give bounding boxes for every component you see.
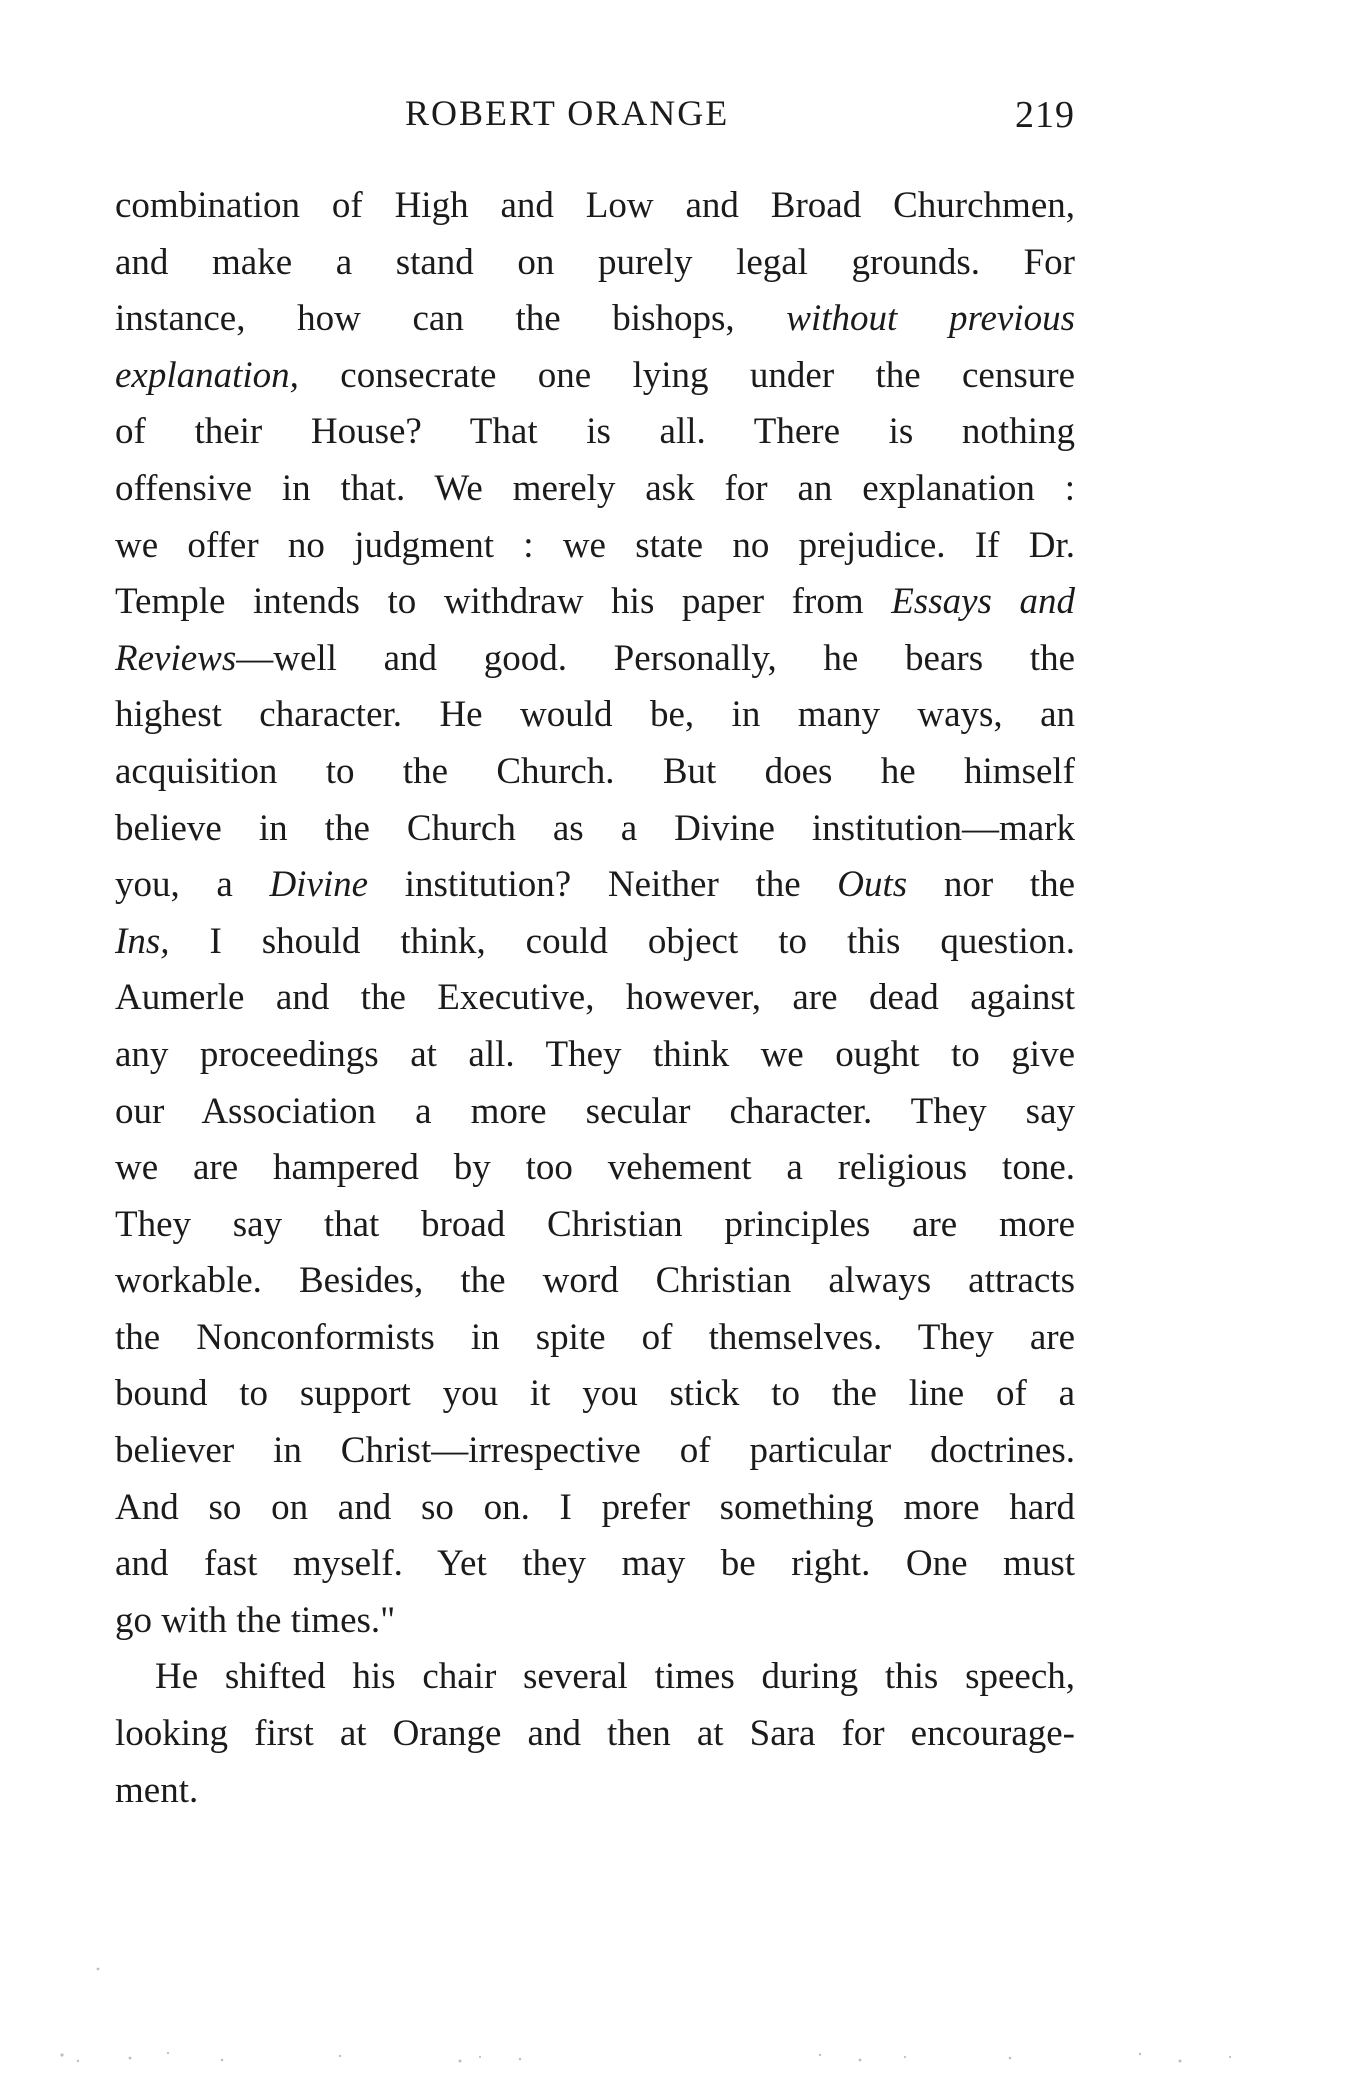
text-line: the Nonconformists in spite of themselves. They are [115, 1316, 1075, 1358]
text-line: They say that broad Christian principles are more [115, 1203, 1075, 1245]
text-line: offensive in that. We merely ask for an explanation : [115, 467, 1075, 509]
italic-word: Ins, [115, 920, 170, 962]
text-line: Aumerle and the Executive, however, are dead against [115, 977, 1075, 1019]
text-line: And so on and so on. I prefer something more hard [115, 1486, 1075, 1528]
text-line [115, 574, 1075, 631]
text-span: instance, how can the bishops, [115, 298, 735, 340]
running-title: ROBERT ORANGE [405, 93, 730, 133]
text-line: looking first at Orange and then at Sara for encourage- [115, 1713, 1075, 1755]
text-line: any proceedings at all. They think we ought to give [115, 1033, 1075, 1075]
italic-phrase: without previous [786, 298, 1075, 340]
text-line: our Association a more secular character. They say [115, 1090, 1075, 1132]
paragraph-1 [115, 178, 1075, 1649]
italic-phrase: explanation, [115, 354, 299, 396]
page-number: 219 [1015, 94, 1075, 136]
text-span: nor the [943, 864, 1075, 906]
text-line: we are hampered by too vehement a religious tone. [115, 1147, 1075, 1189]
text-line: bound to support you it you stick to the line of a [115, 1373, 1075, 1415]
body-text [115, 178, 1075, 1819]
text-line: go with the times." [115, 1599, 396, 1641]
text-line: He shifted his chair several times during this speech, [155, 1656, 1075, 1698]
text-line: and make a stand on purely legal grounds. For [115, 241, 1075, 283]
text-span: institution? Neither the [404, 864, 801, 906]
italic-title: Essays and [891, 581, 1076, 623]
text-span: I should think, could object to this question. [209, 920, 1075, 962]
text-line [115, 857, 1075, 914]
text-line [115, 914, 1075, 971]
text-line: workable. Besides, the word Christian always attracts [115, 1260, 1075, 1302]
text-line: ment. [115, 1769, 199, 1811]
paragraph-2 [115, 1649, 1075, 1819]
text-line: of their House? That is all. There is nothing [115, 411, 1075, 453]
italic-title: Reviews [115, 637, 237, 679]
text-line: acquisition to the Church. But does he himself [115, 750, 1075, 792]
text-span: consecrate one lying under the censure [340, 354, 1076, 396]
text-line: highest character. He would be, in many ways, an [115, 694, 1075, 736]
text-span: Temple intends to withdraw his paper from [115, 581, 864, 623]
text-line [115, 631, 1075, 688]
text-line: believer in Christ—irrespective of particular doctrines. [115, 1430, 1075, 1472]
text-line: and fast myself. Yet they may be right. One must [115, 1543, 1075, 1585]
italic-word: Divine [269, 864, 369, 906]
text-span: —well and good. Personally, he bears the [236, 637, 1075, 679]
text-line [115, 291, 1075, 348]
text-line: combination of High and Low and Broad Churchmen, [115, 185, 1075, 226]
text-line: believe in the Church as a Divine institution—mark [115, 807, 1075, 849]
text-span: you, a [115, 864, 233, 906]
text-line: we offer no judgment : we state no prejudice. If Dr. [115, 524, 1075, 566]
italic-word: Outs [837, 864, 908, 906]
paper-specks [0, 1957, 1371, 2077]
text-line [115, 348, 1075, 405]
running-head [115, 88, 1075, 138]
